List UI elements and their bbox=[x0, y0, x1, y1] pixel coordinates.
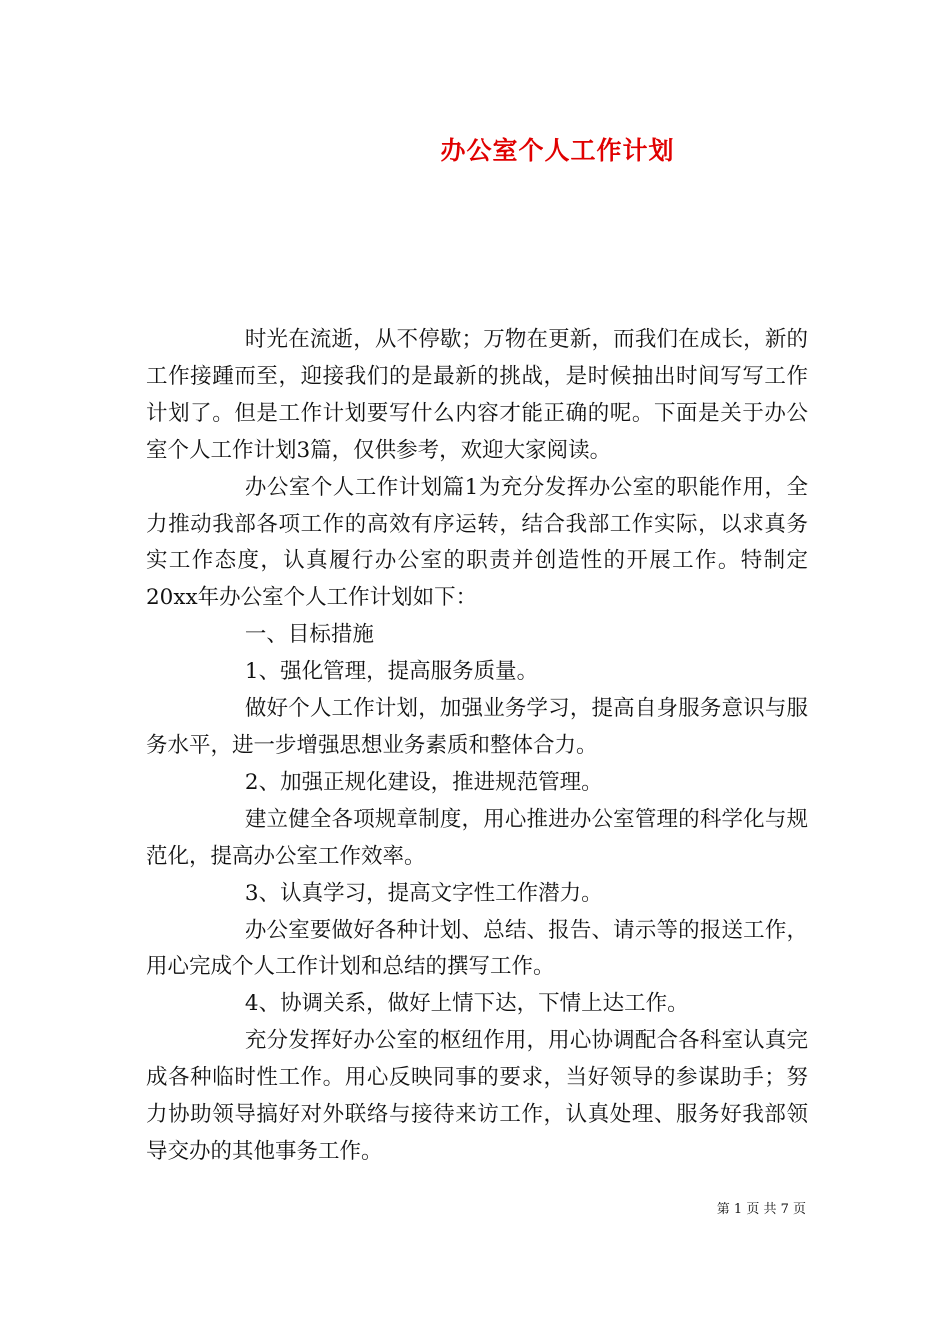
document-title: 办公室个人工作计划 bbox=[440, 136, 675, 165]
document-body bbox=[146, 322, 808, 1171]
item-heading-4: 4、协调关系，做好上情下达，下情上达工作。 bbox=[244, 991, 689, 1017]
item-body-2: 建立健全各项规章制度，用心推进办公室管理的科学化与规范化，提高办公室工作效率。 bbox=[146, 806, 808, 869]
item-body-4: 充分发挥好办公室的枢纽作用，用心协调配合各科室认真完成各种临时性工作。用心反映同事的要求，当好领导的参谋助手；努力协助领导搞好对外联络与接待来访工作，认真处理、服务好我部领导交办的其他事务工作。 bbox=[146, 1028, 808, 1164]
section-heading: 一、目标措施 bbox=[244, 622, 374, 648]
item-heading-2: 2、加强正规化建设，推进规范管理。 bbox=[244, 769, 603, 795]
paragraph-intro: 时光在流逝，从不停歇；万物在更新，而我们在成长，新的工作接踵而至，迎接我们的是最新的挑战，是时候抽出时间写写工作计划了。但是工作计划要写什么内容才能正确的呢。下面是关于办公室个人工作计划3篇，仅供参考，欢迎大家阅读。 bbox=[146, 327, 808, 463]
page-number: 第 1 页 共 7 页 bbox=[716, 1202, 806, 1217]
paragraph-plan-intro: 办公室个人工作计划篇1为充分发挥办公室的职能作用，全力推动我部各项工作的高效有序运转，结合我部工作实际，以求真务实工作态度，认真履行办公室的职责并创造性的开展工作。特制定20xx年办公室个人工作计划如下： bbox=[146, 474, 808, 611]
item-body-3: 办公室要做好各种计划、总结、报告、请示等的报送工作，用心完成个人工作计划和总结的撰写工作。 bbox=[146, 917, 808, 980]
item-body-1: 做好个人工作计划，加强业务学习，提高自身服务意识与服务水平，进一步增强思想业务素质和整体合力。 bbox=[146, 696, 808, 758]
item-heading-1: 1、强化管理，提高服务质量。 bbox=[244, 659, 539, 685]
item-heading-3: 3、认真学习，提高文字性工作潜力。 bbox=[244, 880, 603, 906]
